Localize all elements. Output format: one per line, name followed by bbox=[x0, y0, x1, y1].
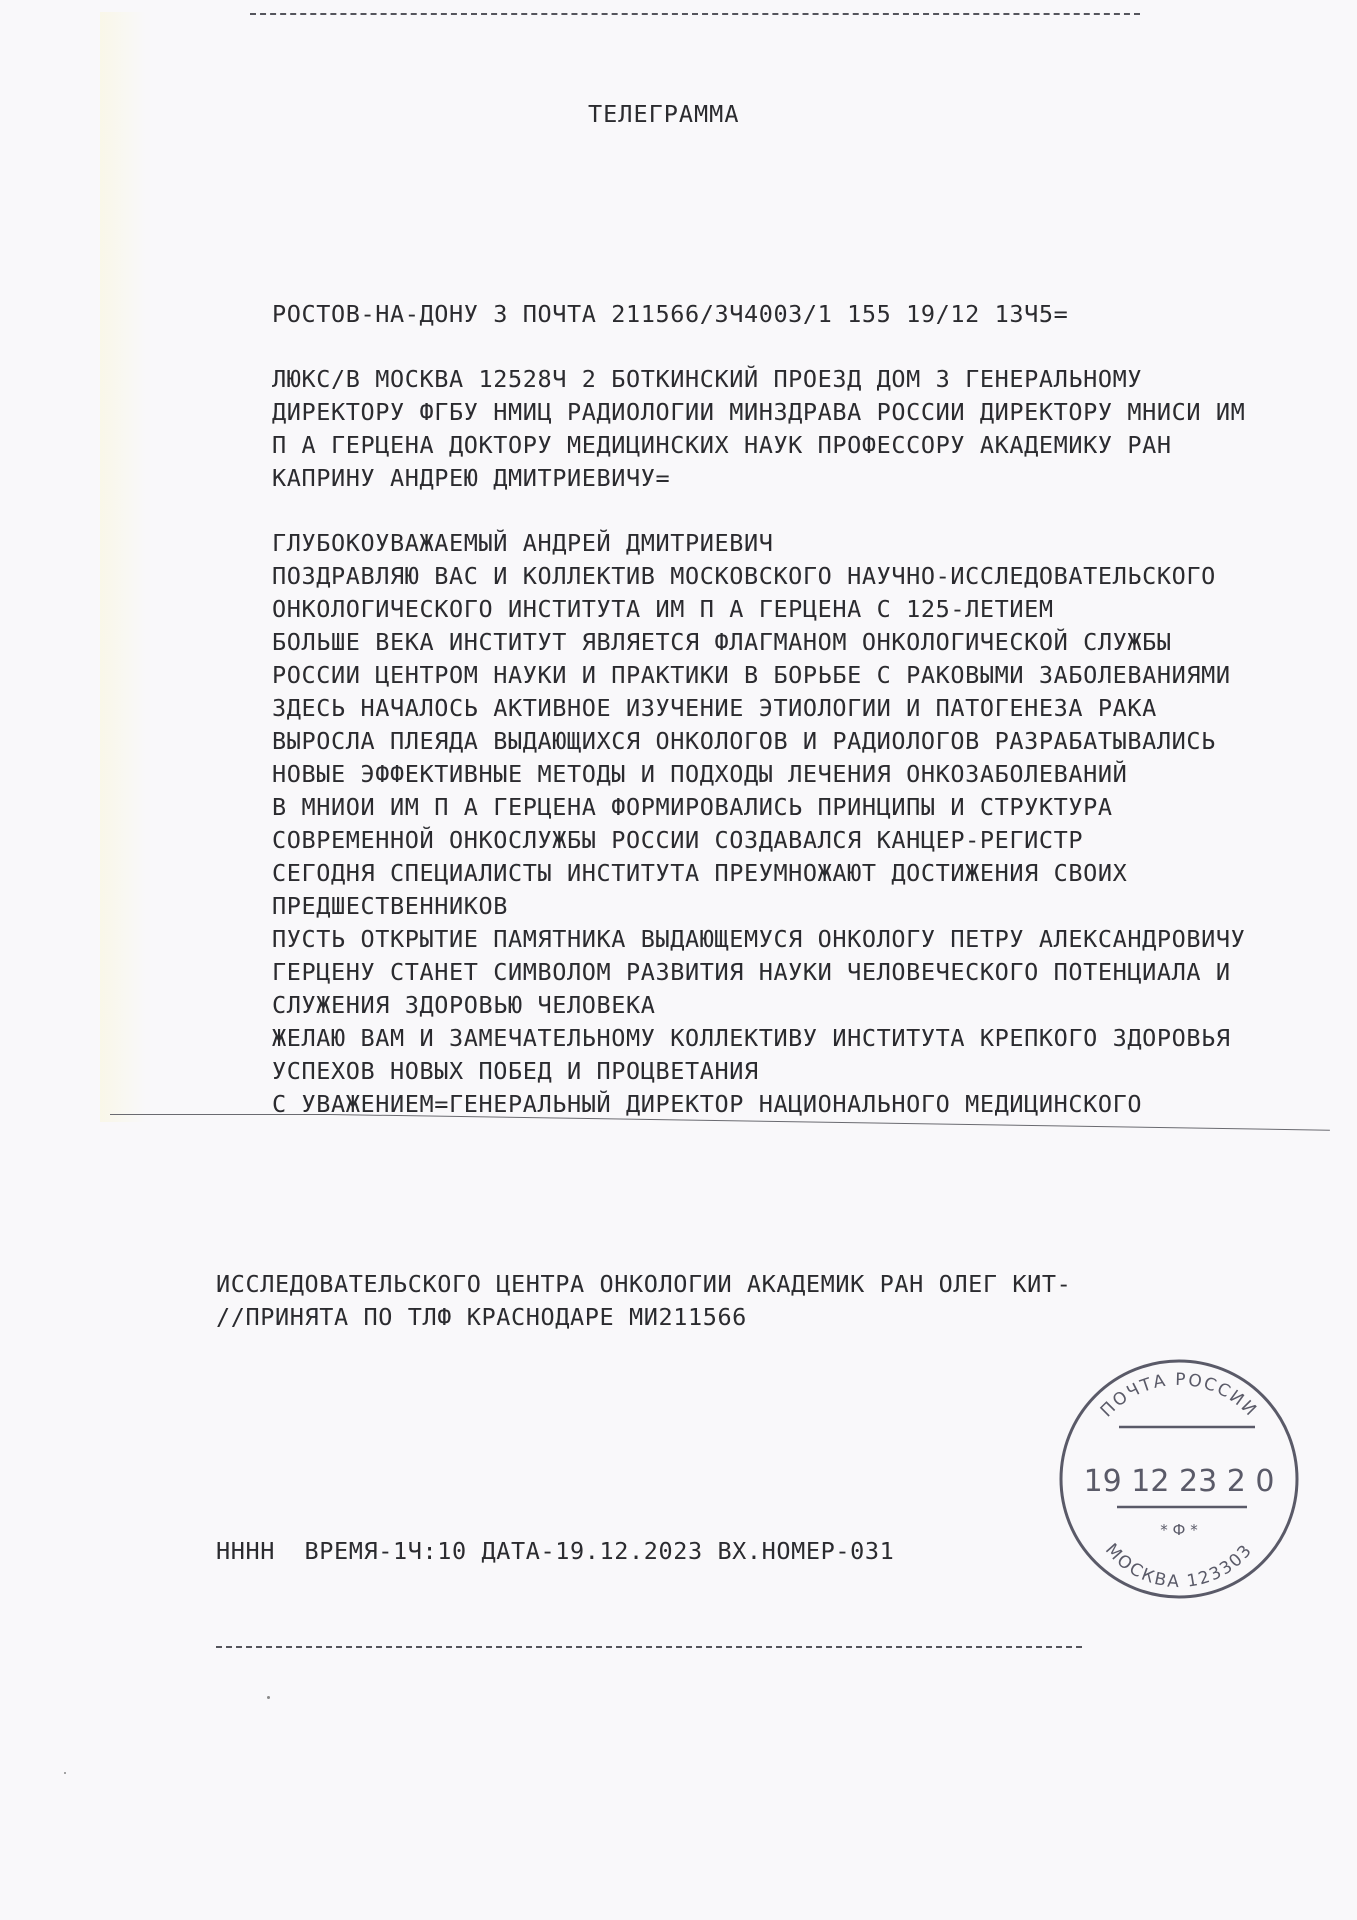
body-line: ЗДЕСЬ НАЧАЛОСЬ АКТИВНОЕ ИЗУЧЕНИЕ ЭТИОЛОГИИ И ПАТОГЕНЕЗА РАКА bbox=[272, 694, 1157, 722]
address-line: ДИРЕКТОРУ ФГБУ НМИЦ РАДИОЛОГИИ МИНЗДРАВА РОССИИ ДИРЕКТОРУ МНИСИ ИМ bbox=[272, 398, 1246, 426]
body-line: СЕГОДНЯ СПЕЦИАЛИСТЫ ИНСТИТУТА ПРЕУМНОЖАЮТ ДОСТИЖЕНИЯ СВОИХ bbox=[272, 859, 1128, 887]
stamp-top-text: ПОЧТА РОССИИ bbox=[1096, 1369, 1262, 1422]
paper-speck bbox=[267, 1696, 270, 1699]
body-line: БОЛЬШЕ ВЕКА ИНСТИТУТ ЯВЛЯЕТСЯ ФЛАГМАНОМ ОНКОЛОГИЧЕСКОЙ СЛУЖБЫ bbox=[272, 628, 1172, 656]
body-line: С УВАЖЕНИЕМ=ГЕНЕРАЛЬНЫЙ ДИРЕКТОР НАЦИОНАЛЬНОГО МЕДИЦИНСКОГО bbox=[272, 1090, 1143, 1118]
postal-stamp bbox=[1055, 1355, 1303, 1603]
address-line: ЛЮКС/В МОСКВА 12528Ч 2 БОТКИНСКИЙ ПРОЕЗД ДОМ 3 ГЕНЕРАЛЬНОМУ bbox=[272, 365, 1143, 393]
document-title: ТЕЛЕГРАММА bbox=[588, 100, 740, 128]
header-line: РОСТОВ-НА-ДОНУ 3 ПОЧТА 211566/3Ч4003/1 155 19/12 13Ч5= bbox=[272, 300, 1069, 328]
body-line: ОНКОЛОГИЧЕСКОГО ИНСТИТУТА ИМ П А ГЕРЦЕНА С 125-ЛЕТИЕМ bbox=[272, 595, 1054, 623]
body-line: ВЫРОСЛА ПЛЕЯДА ВЫДАЮЩИХСЯ ОНКОЛОГОВ И РАДИОЛОГОВ РАЗРАБАТЫВАЛИСЬ bbox=[272, 727, 1216, 755]
continuation-line: ИССЛЕДОВАТЕЛЬСКОГО ЦЕНТРА ОНКОЛОГИИ АКАДЕМИК РАН ОЛЕГ КИТ- bbox=[216, 1270, 1072, 1298]
paper-edge bbox=[100, 12, 146, 1122]
body-line: СЛУЖЕНИЯ ЗДОРОВЬЮ ЧЕЛОВЕКА bbox=[272, 991, 656, 1019]
body-line: ПОЗДРАВЛЯЮ ВАС И КОЛЛЕКТИВ МОСКОВСКОГО НАУЧНО-ИССЛЕДОВАТЕЛЬСКОГО bbox=[272, 562, 1216, 590]
address-line: П А ГЕРЦЕНА ДОКТОРУ МЕДИЦИНСКИХ НАУК ПРОФЕССОРУ АКАДЕМИКУ РАН bbox=[272, 431, 1172, 459]
tape-edge-line bbox=[110, 1114, 330, 1115]
body-line: ГЛУБОКОУВАЖАЕМЫЙ АНДРЕЙ ДМИТРИЕВИЧ bbox=[272, 529, 774, 557]
continuation-line: //ПРИНЯТА ПО ТЛФ КРАСНОДАРЕ МИ211566 bbox=[216, 1303, 747, 1331]
stamp-bottom-text: МОСКВА 123303 bbox=[1100, 1539, 1257, 1593]
body-line: ГЕРЦЕНУ СТАНЕТ СИМВОЛОМ РАЗВИТИЯ НАУКИ ЧЕЛОВЕЧЕСКОГО ПОТЕНЦИАЛА И bbox=[272, 958, 1231, 986]
body-line: УСПЕХОВ НОВЫХ ПОБЕД И ПРОЦВЕТАНИЯ bbox=[272, 1057, 759, 1085]
body-line: РОССИИ ЦЕНТРОМ НАУКИ И ПРАКТИКИ В БОРЬБЕ С РАКОВЫМИ ЗАБОЛЕВАНИЯМИ bbox=[272, 661, 1231, 689]
paper-speck bbox=[64, 1772, 66, 1774]
body-line: В МНИОИ ИМ П А ГЕРЦЕНА ФОРМИРОВАЛИСЬ ПРИНЦИПЫ И СТРУКТУРА bbox=[272, 793, 1113, 821]
address-line: КАПРИНУ АНДРЕЮ ДМИТРИЕВИЧУ= bbox=[272, 464, 671, 492]
stamp-date: 19 12 23 2 0 bbox=[1083, 1464, 1275, 1499]
top-dashed-rule bbox=[250, 13, 1140, 15]
stamp-center-mark: * Ф * bbox=[1160, 1521, 1198, 1539]
body-line: НОВЫЕ ЭФФЕКТИВНЫЕ МЕТОДЫ И ПОДХОДЫ ЛЕЧЕНИЯ ОНКОЗАБОЛЕВАНИЙ bbox=[272, 760, 1128, 788]
bottom-dashed-rule bbox=[216, 1646, 1082, 1648]
body-line: СОВРЕМЕННОЙ ОНКОСЛУЖБЫ РОССИИ СОЗДАВАЛСЯ КАНЦЕР-РЕГИСТР bbox=[272, 826, 1084, 854]
footer-line: НННН ВРЕМЯ-1Ч:10 ДАТА-19.12.2023 ВХ.НОМЕР-031 bbox=[216, 1537, 895, 1565]
body-line: ЖЕЛАЮ ВАМ И ЗАМЕЧАТЕЛЬНОМУ КОЛЛЕКТИВУ ИНСТИТУТА КРЕПКОГО ЗДОРОВЬЯ bbox=[272, 1024, 1231, 1052]
body-line: ПРЕДШЕСТВЕННИКОВ bbox=[272, 892, 508, 920]
body-line: ПУСТЬ ОТКРЫТИЕ ПАМЯТНИКА ВЫДАЮЩЕМУСЯ ОНКОЛОГУ ПЕТРУ АЛЕКСАНДРОВИЧУ bbox=[272, 925, 1246, 953]
